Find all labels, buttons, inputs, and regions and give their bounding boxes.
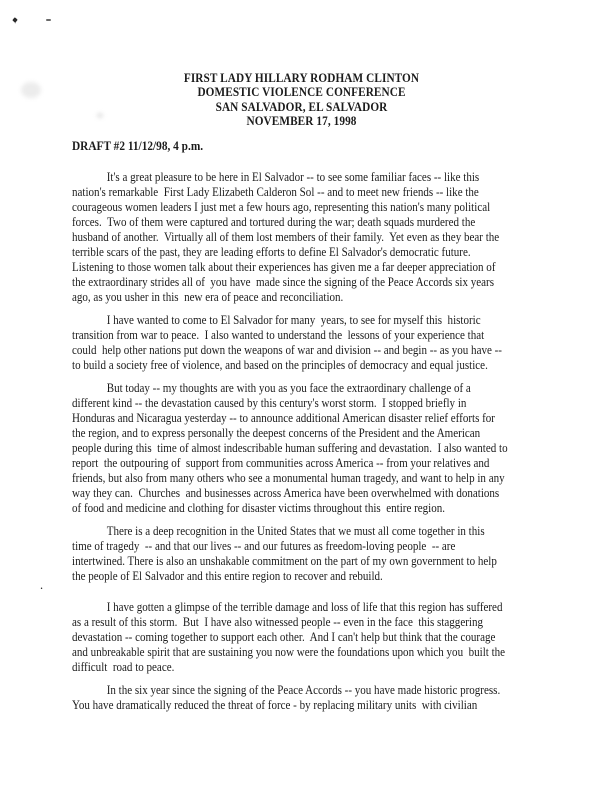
- text-line: devastation -- coming together to support each other. And I can't help but think that the courage: [72, 630, 496, 644]
- text-line: intertwined. There is also an unshakable commitment on the part of my own government to help: [72, 554, 497, 568]
- text-line: the region, and to express personally the deepest concerns of the President and the American: [72, 426, 481, 440]
- text-line: In the six year since the signing of the Peace Accords -- you have made historic progress.: [106, 683, 501, 697]
- draft-annotation: DRAFT #2 11/12/98, 4 p.m.: [72, 139, 204, 153]
- scan-speck-icon: [12, 17, 18, 23]
- paragraph: [72, 683, 603, 713]
- text-line: of food and medicine and clothing for disaster victims throughout this entire region.: [72, 501, 446, 515]
- text-line: way they can. Churches and businesses across America have been overwhelmed with donations: [72, 486, 500, 500]
- text-line: terrible scars of the past, they are leading efforts to define El Salvador's democratic future.: [72, 245, 471, 259]
- text-line: nation's remarkable First Lady Elizabeth Calderon Sol -- and to meet new friends -- like the: [72, 185, 479, 199]
- text-line: the people of El Salvador and this entire region to recover and rebuild.: [72, 569, 383, 583]
- stray-period-mark: .: [40, 578, 44, 592]
- text-line: You have dramatically reduced the threat of force - by replacing military units with civilian: [72, 698, 478, 712]
- text-line: Listening to those women talk about their experiences has given me a far deeper appreciation of: [72, 260, 496, 274]
- text-line: as a result of this storm. But I have also witnessed people -- even in the face this staggering: [72, 615, 483, 629]
- text-line: report the outpouring of support from communities across America -- from your relatives and: [72, 456, 490, 470]
- scan-speck-icon: [46, 19, 51, 21]
- text-line: could help other nations put down the weapons of war and division -- and begin -- as you have --: [72, 343, 502, 357]
- paragraph: [72, 170, 603, 305]
- text-line: forces. Two of them were captured and tortured during the war; death squads murdered the: [72, 215, 476, 229]
- text-line: people during this time of almost indescribable human suffering and devastation. I also wanted to: [72, 441, 508, 455]
- header-line: FIRST LADY HILLARY RODHAM CLINTON: [183, 71, 420, 85]
- header-line: NOVEMBER 17, 1998: [246, 113, 357, 128]
- text-line: to build a society free of violence, and based on the principles of democracy and equal justice.: [72, 358, 488, 372]
- document-header: [36, 71, 567, 128]
- text-line: It's a great pleasure to be here in El Salvador -- to see some familiar faces -- like this: [106, 170, 480, 184]
- document-body: [72, 170, 603, 713]
- text-line: time of tragedy -- and that our lives -- and our futures as freedom-loving people -- are: [72, 539, 456, 553]
- text-line: I have wanted to come to El Salvador for many years, to see for myself this historic: [106, 313, 481, 327]
- text-line: ago, as you usher in this new era of peace and reconciliation.: [72, 290, 344, 304]
- header-line: SAN SALVADOR, EL SALVADOR: [215, 99, 388, 114]
- text-line: I have gotten a glimpse of the terrible damage and loss of life that this region has suffered: [106, 600, 503, 614]
- text-line: But today -- my thoughts are with you as you face the extraordinary challenge of a: [106, 381, 471, 395]
- text-line: different kind -- the devastation caused by this century's worst storm. I stopped briefly in: [72, 396, 467, 410]
- paragraph: [72, 381, 603, 516]
- text-line: friends, but also from many others who see a monumental human tragedy, and want to help in any: [72, 471, 505, 485]
- text-line: and unbreakable spirit that are sustaining you now were the foundations upon which you built the: [72, 645, 506, 659]
- text-line: husband of another. Virtually all of them lost members of their family. Yet even as they bear the: [72, 230, 500, 244]
- text-line: There is a deep recognition in the United States that we must all come together in this: [106, 524, 485, 538]
- text-line: Honduras and Nicaragua yesterday -- to announce additional American disaster relief efforts for: [72, 411, 495, 425]
- text-line: the extraordinary strides all of you have made since the signing of the Peace Accords six years: [72, 275, 494, 289]
- paragraph: [72, 524, 603, 584]
- text-line: courageous women leaders I just met a few hours ago, representing this nation's many political: [72, 200, 491, 214]
- paragraph: [72, 313, 603, 373]
- paragraph: [72, 600, 603, 675]
- text-line: difficult road to peace.: [72, 660, 175, 674]
- header-line: DOMESTIC VIOLENCE CONFERENCE: [197, 85, 406, 100]
- text-line: transition from war to peace. I also wanted to understand the lessons of your experience that: [72, 328, 485, 342]
